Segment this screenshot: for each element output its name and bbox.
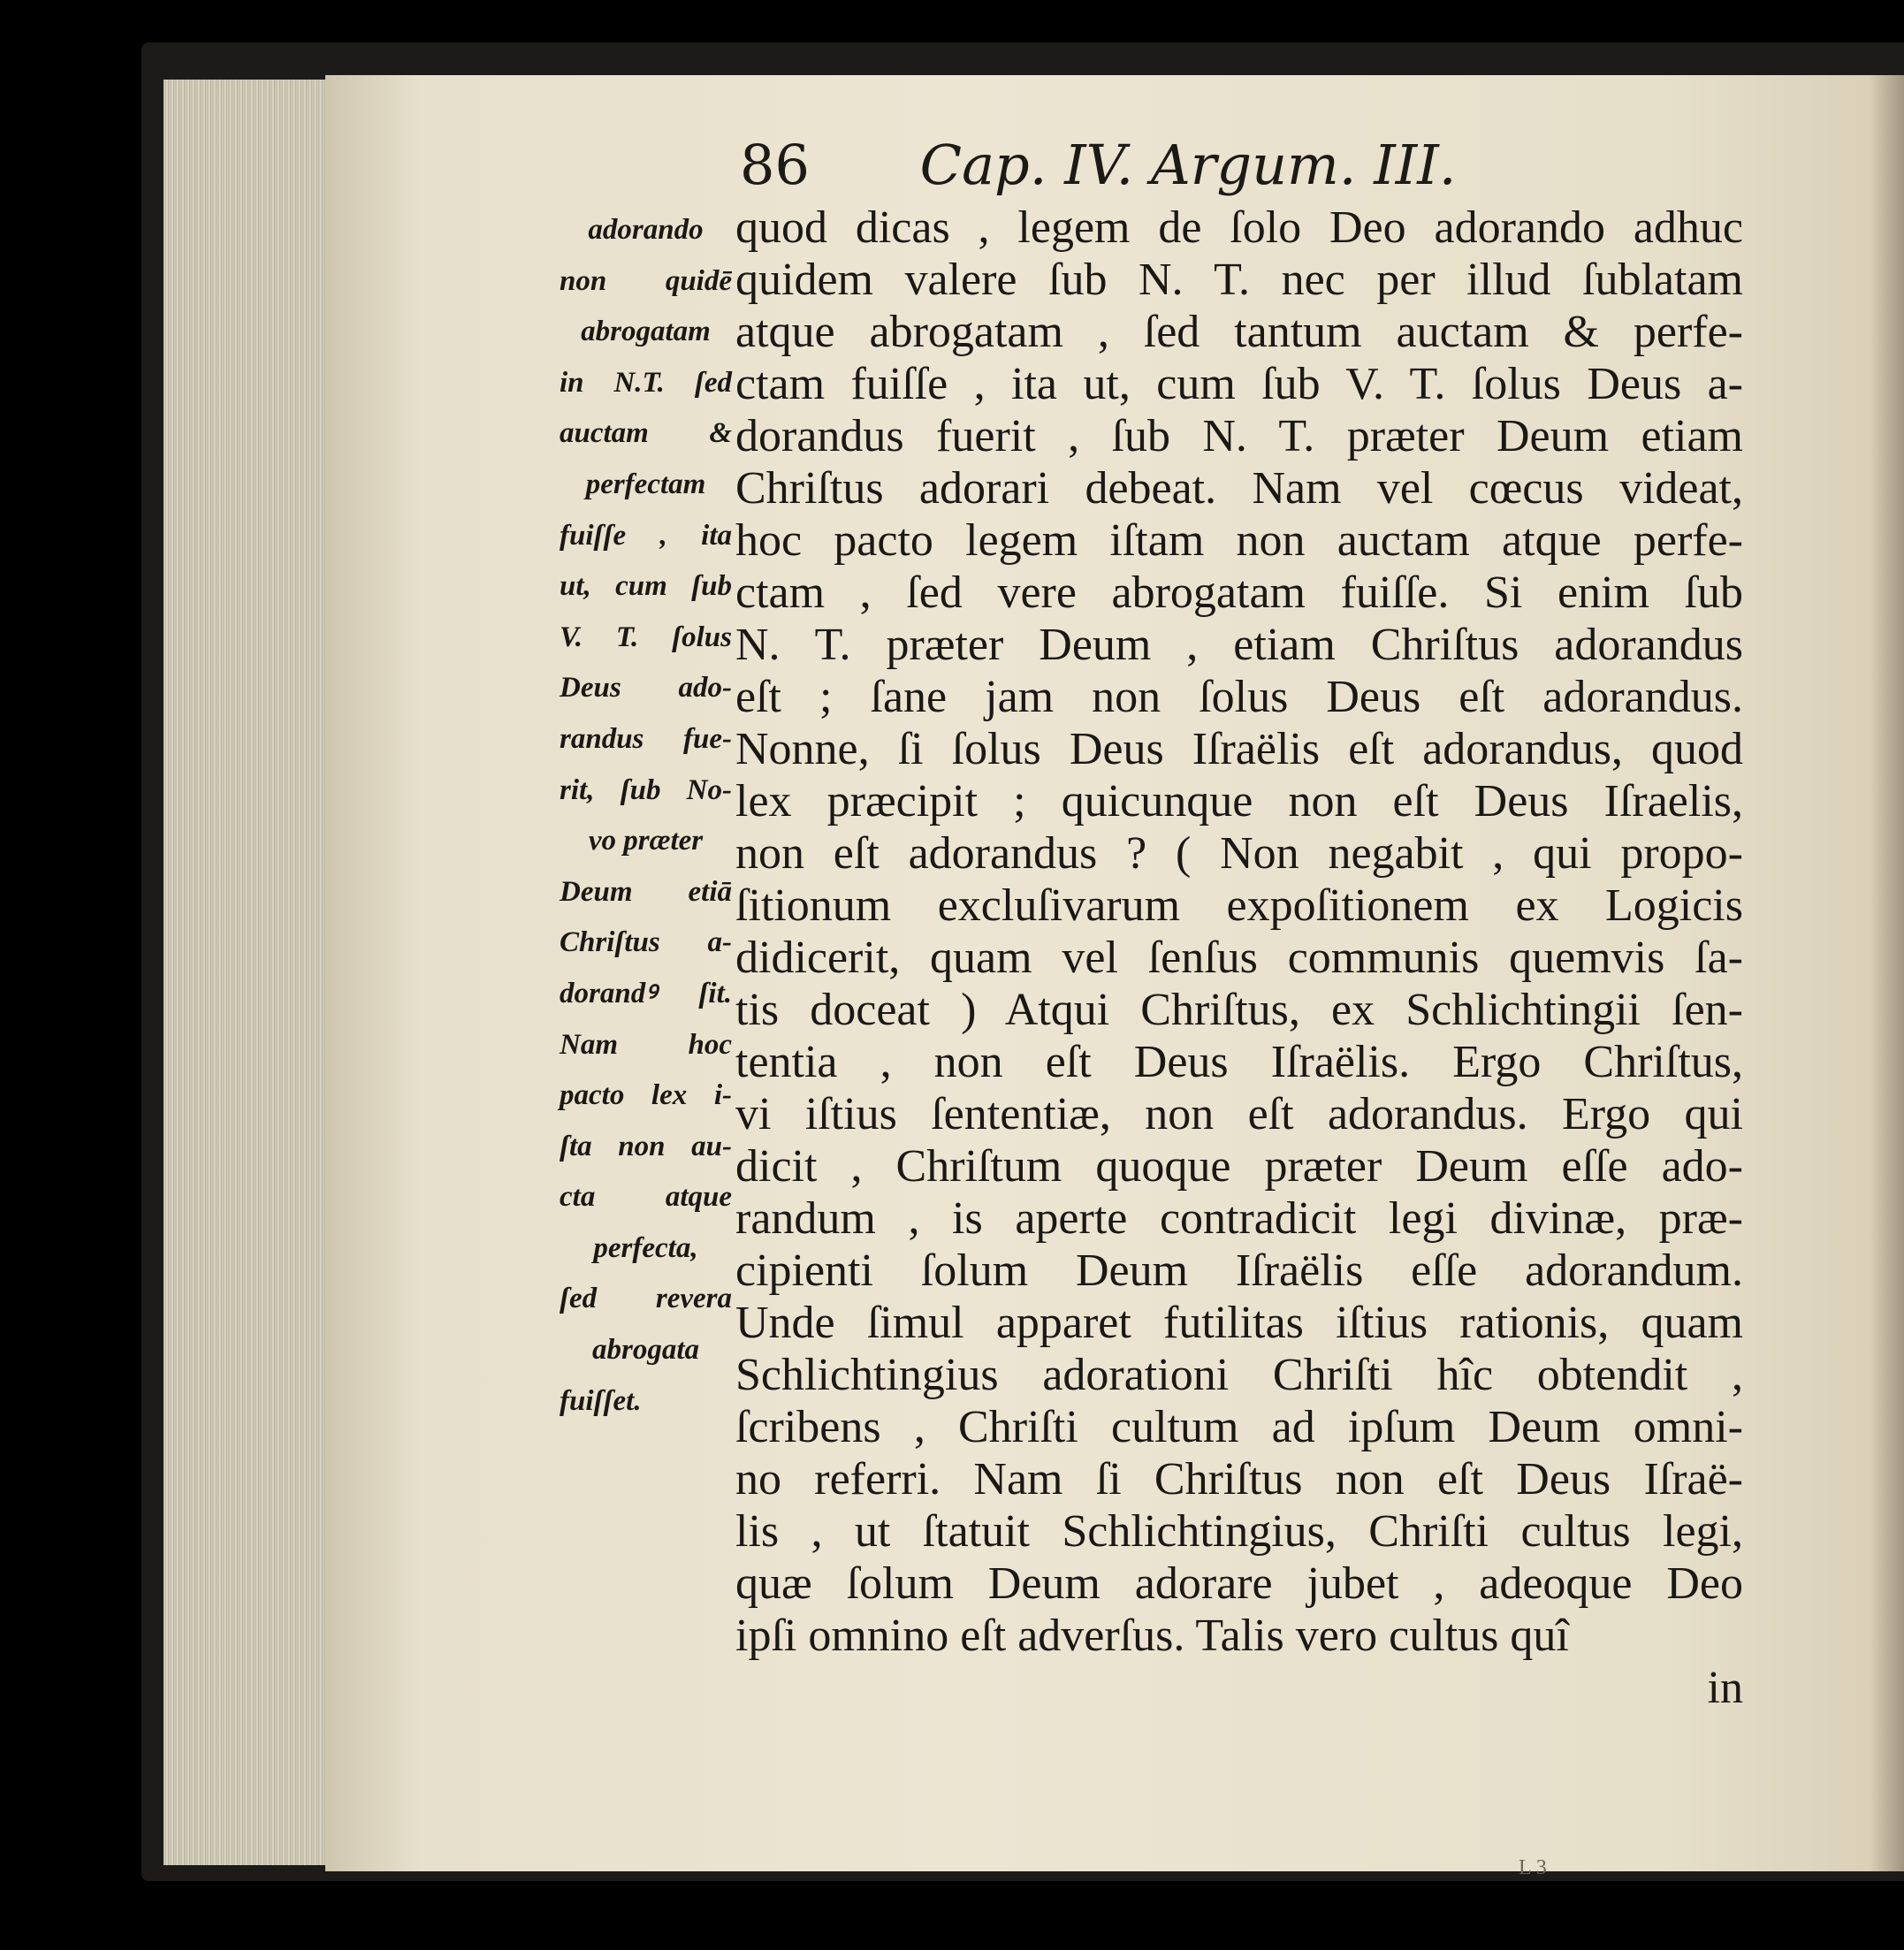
gutter-shadow [1869, 75, 1904, 1871]
margin-line: rit, ſub No- [560, 773, 732, 806]
margin-line: adorando [588, 214, 704, 246]
text-line: ctam fuiſſe , ita ut, cum ſub V. T. ſolus Deus a- [735, 359, 1743, 409]
text-line: lis , ut ſtatuit Schlichtingius, Chriſti cultus legi, [735, 1506, 1743, 1557]
text-line: quod dicas , legem de ſolo Deo adorando adhuc [735, 202, 1743, 253]
text-line: dicit , Chriſtum quoque præter Deum eſſe ado- [735, 1141, 1743, 1192]
catchword: in [1707, 1663, 1743, 1713]
text-line: Nonne, ſi ſolus Deus Iſraëlis eſt adorandus, quod [735, 724, 1743, 774]
page-edges [164, 80, 340, 1865]
text-line: didicerit, quam vel ſenſus communis quemvis ſa- [735, 933, 1743, 983]
margin-line: Nam hoc [560, 1028, 732, 1061]
margin-line: in N.T. ſed [560, 366, 732, 399]
margin-line: randus fue- [560, 722, 732, 755]
margin-line: perfectam [585, 468, 706, 500]
running-title: Cap. IV. Argum. III. [919, 133, 1457, 197]
text-line: ſitionum excluſivarum expoſitionem ex Logicis [735, 880, 1743, 931]
margin-line: Deum etiā [560, 875, 732, 908]
text-line: quidem valere ſub N. T. nec per illud ſublatam [735, 255, 1743, 305]
text-line: no referri. Nam ſi Chriſtus non eſt Deus Iſraë- [735, 1454, 1743, 1504]
margin-line: auctam & [560, 417, 732, 450]
page-number: 86 [740, 133, 810, 197]
margin-line: cta atque [560, 1181, 732, 1214]
text-line: vi iſtius ſententiæ, non eſt adorandus. Ergo qui [735, 1089, 1743, 1139]
text-line: lex præcipit ; quicunque non eſt Deus Iſraelis, [735, 776, 1743, 826]
margin-line: dorandꝰ ſit. [560, 977, 732, 1009]
text-line: ctam , ſed vere abrogatam fuiſſe. Si enim ſub [735, 567, 1743, 618]
margin-line: non quidē [560, 264, 732, 297]
margin-line: Chriſtus a- [560, 926, 732, 959]
text-line: hoc pacto legem iſtam non auctam atque perfe- [735, 515, 1743, 566]
text-line: Chriſtus adorari debeat. Nam vel cœcus videat, [735, 463, 1743, 514]
marginal-note [560, 205, 732, 1427]
text-line: cipienti ſolum Deum Iſraëlis eſſe adorandum. [735, 1245, 1743, 1296]
text-line: ſcribens , Chriſti cultum ad ipſum Deum omni- [735, 1402, 1743, 1452]
text-line: tentia , non eſt Deus Iſraëlis. Ergo Chriſtus, [735, 1037, 1743, 1087]
margin-line: V. T. ſolus [560, 621, 732, 653]
margin-line: ſed revera [560, 1283, 732, 1315]
text-line: Schlichtingius adorationi Chriſti hîc obtendit , [735, 1350, 1743, 1400]
margin-line: ſta non au- [560, 1130, 732, 1162]
text-line: tis doceat ) Atqui Chriſtus, ex Schlichtingii ſen- [735, 985, 1743, 1035]
text-line: N. T. præter Deum , etiam Chriſtus adorandus [735, 620, 1743, 670]
text-line: quæ ſolum Deum adorare jubet , adeoque Deo [735, 1558, 1743, 1609]
signature-mark: L 3 [1519, 1856, 1547, 1879]
text-line: dorandus fuerit , ſub N. T. præter Deum etiam [735, 411, 1743, 461]
text-line: atque abrogatam , ſed tantum auctam & perfe- [735, 307, 1743, 357]
margin-line: abrogatam [581, 316, 711, 348]
margin-line: abrogata [591, 1334, 699, 1367]
margin-line: fuiſſet. [560, 1384, 642, 1417]
text-line: ipſi omnino eſt adverſus. Talis vero cultus quî [735, 1611, 1569, 1661]
running-head [740, 133, 1456, 197]
margin-line: pacto lex i- [560, 1079, 732, 1112]
text-line: randum , is aperte contradicit legi divinæ, præ- [735, 1193, 1743, 1244]
text-line: eſt ; ſane jam non ſolus Deus eſt adorandus. [735, 672, 1743, 722]
margin-line: Deus ado- [560, 672, 732, 705]
margin-line: ut, cum ſub [560, 570, 732, 603]
margin-line: vo præter [588, 825, 704, 857]
margin-line: fuiſſe , ita [560, 519, 732, 552]
text-line: Unde ſimul apparet futilitas iſtius rationis, quam [735, 1298, 1743, 1348]
body-text [735, 202, 1743, 1714]
margin-line: perfecta, [593, 1231, 698, 1264]
text-line: non eſt adorandus ? ( Non negabit , qui propo- [735, 828, 1743, 879]
